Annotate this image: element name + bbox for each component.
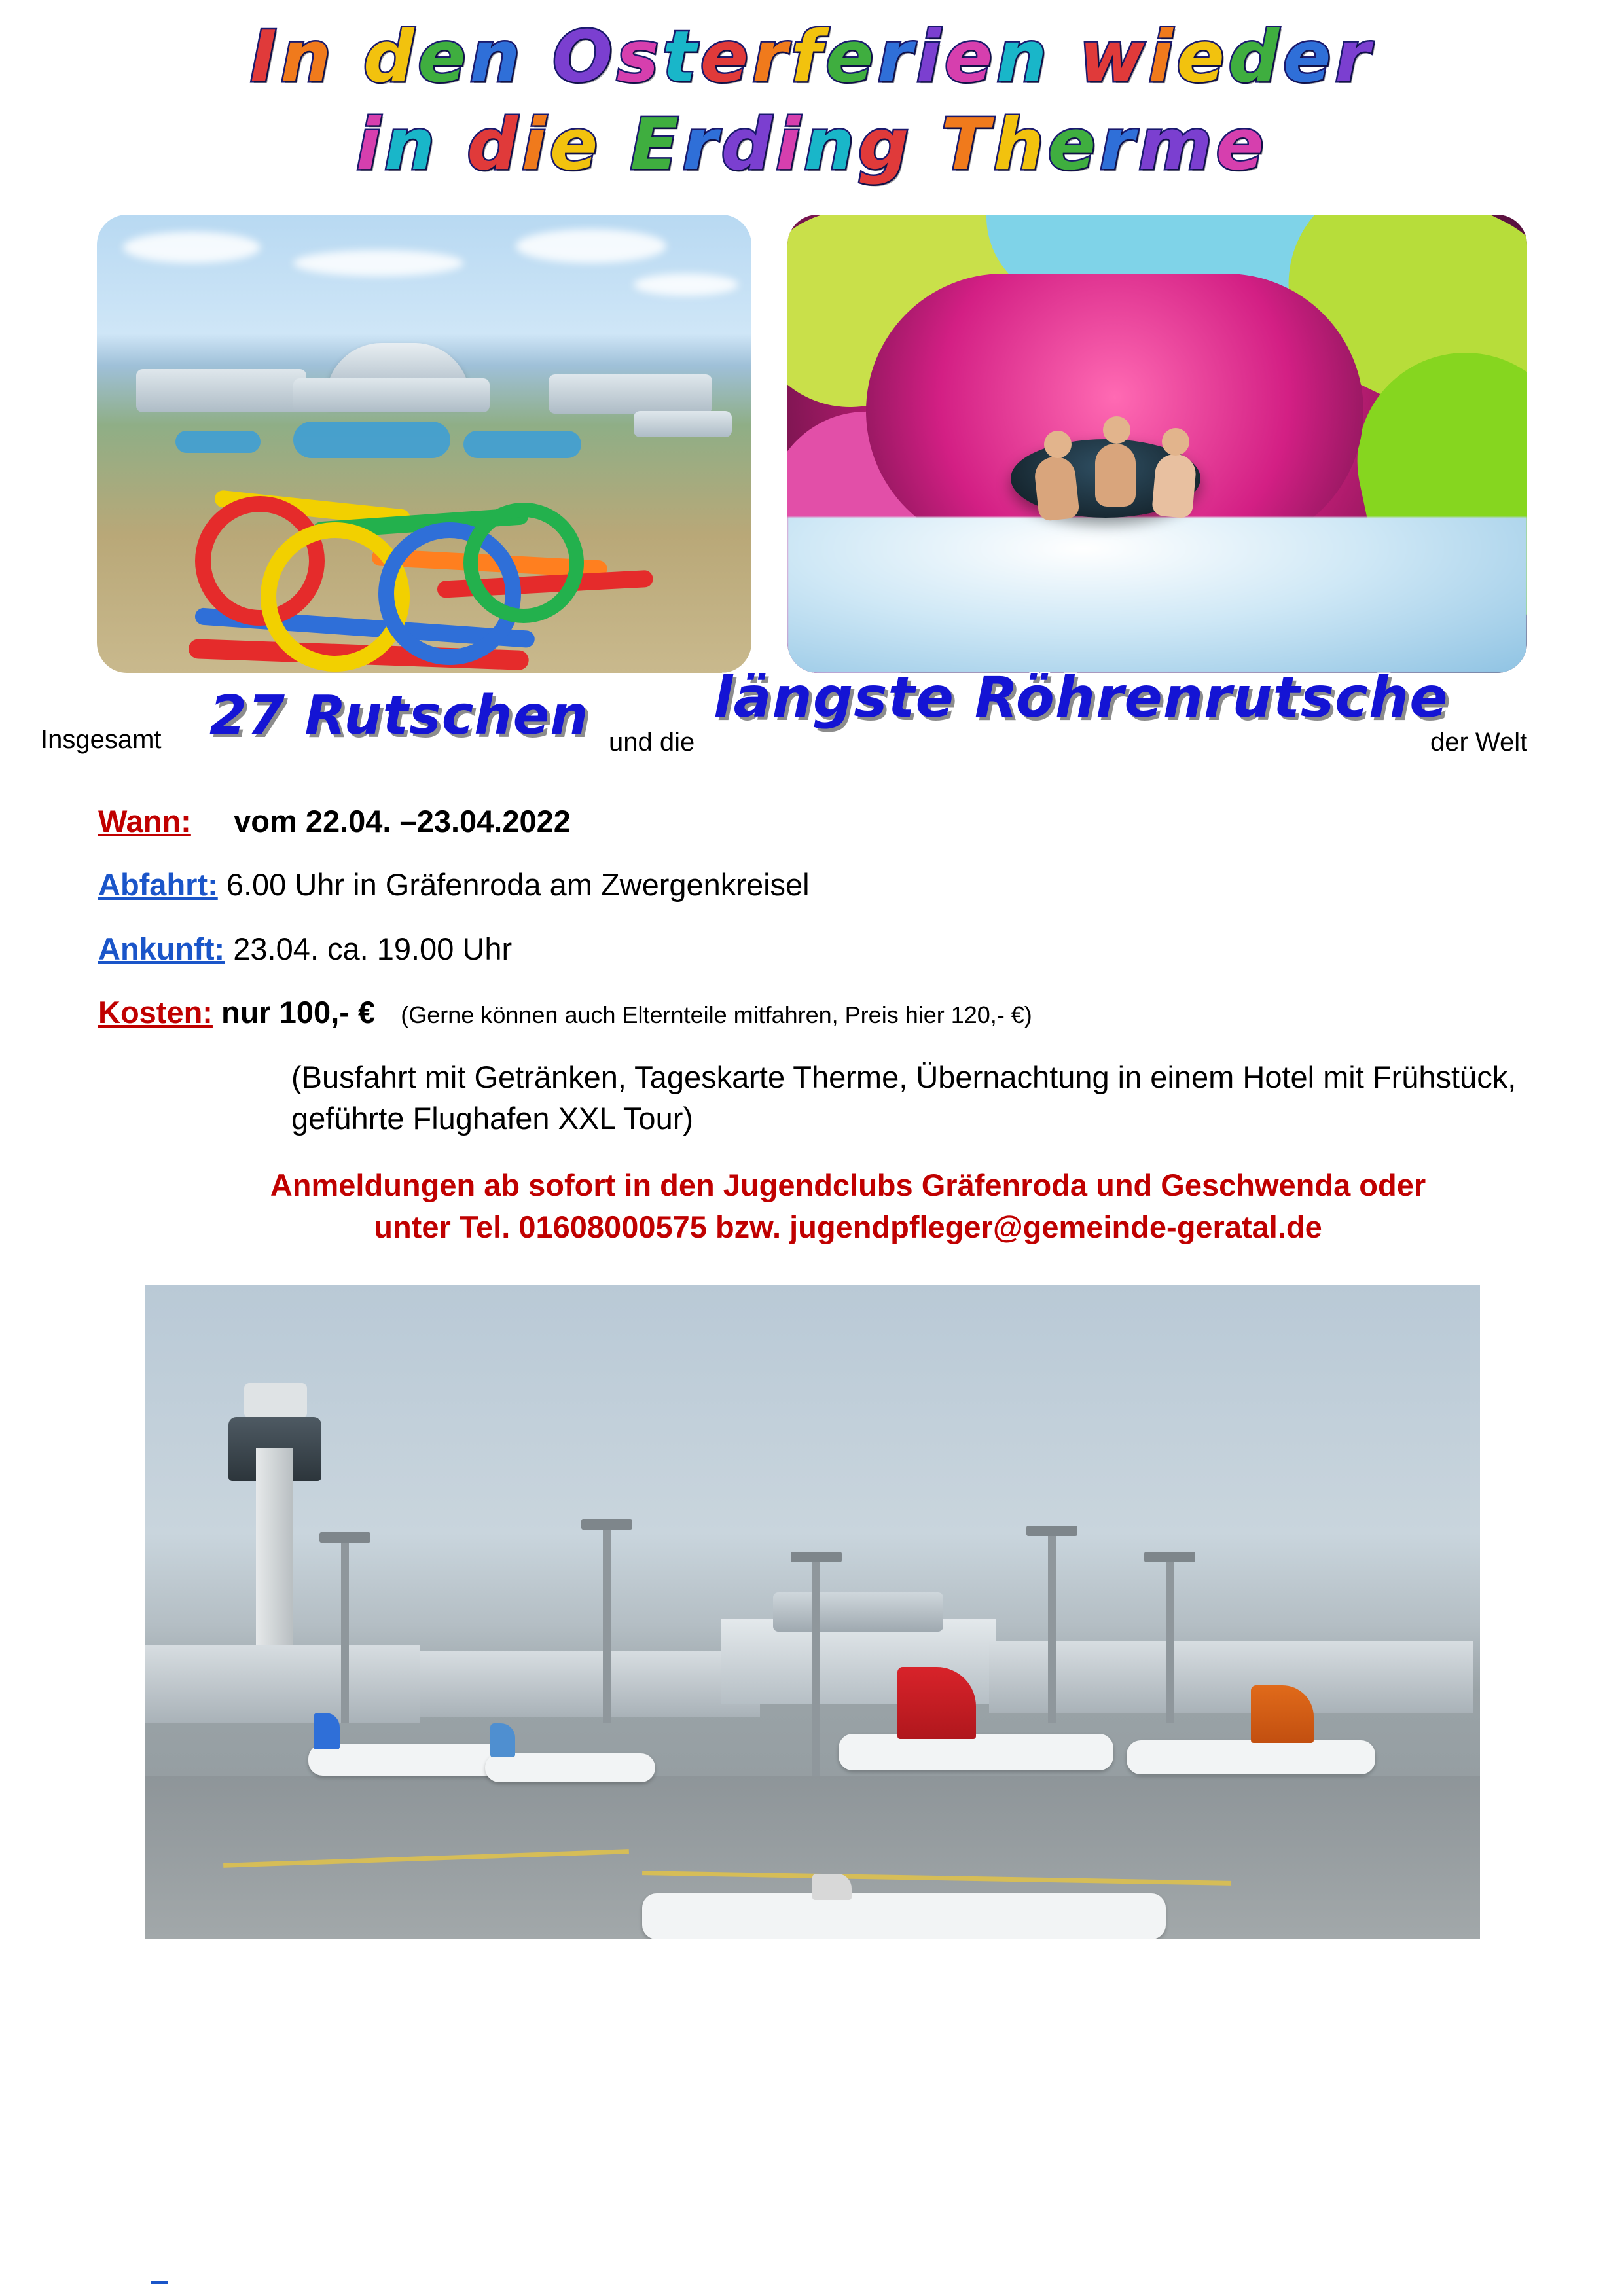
headline-char [602, 110, 630, 181]
detail-row-kosten [98, 994, 1545, 1031]
headline-char: n [280, 16, 335, 98]
headline-char: e [944, 16, 997, 98]
headline-char [439, 110, 467, 181]
headline-char: m [1138, 104, 1216, 186]
anmeldung-text: Anmeldungen ab sofort in den Jugendclubs Gräfenroda und Geschwenda oder unter Tel. 01608000575 bzw. jugendpfleger@gemeinde-geratal.de [270, 1168, 1426, 1245]
slogan-slide-count: 27 Rutschen [209, 685, 589, 747]
detail-row-abfahrt [98, 866, 1545, 903]
kosten-note: (Gerne können auch Elternteile mitfahren, Preis hier 120,- €) [401, 1001, 1032, 1028]
trailing-dash [151, 2281, 168, 2284]
detail-row-ankunft [98, 930, 1545, 967]
headline-char: i [916, 16, 945, 98]
headline-char: d [467, 104, 522, 186]
slogan-highlight: längste Röhrenrutsche [713, 665, 1449, 730]
headline [0, 0, 1624, 186]
headline-char: i [356, 104, 385, 186]
photo-airport [145, 1285, 1480, 1939]
headline-char: I [250, 16, 281, 98]
headline-char: e [418, 16, 470, 98]
wann-label: Wann: [98, 804, 191, 838]
headline-char: e [1283, 16, 1335, 98]
headline-char: h [993, 104, 1048, 186]
headline-char: n [469, 16, 524, 98]
headline-char: e [825, 16, 878, 98]
headline-char: n [996, 16, 1051, 98]
slogan-prefix: Insgesamt [41, 725, 162, 754]
photo-tube-slide [787, 215, 1527, 673]
headline-char: w [1079, 16, 1149, 98]
kosten-value: nur 100,- € [221, 994, 376, 1030]
headline-char: n [804, 104, 859, 186]
leistungen-text: (Busfahrt mit Getränken, Tageskarte Therme, Übernachtung in einem Hotel mit Frühstück, geführte Flughafen XXL Tour) [291, 1060, 1517, 1136]
headline-char: d [721, 104, 776, 186]
headline-char: t [662, 16, 700, 98]
ankunft-label: Ankunft: [98, 931, 225, 966]
headline-char: i [521, 104, 550, 186]
headline-line-2 [0, 104, 1624, 186]
footer-photo-wrap [0, 1285, 1624, 1943]
headline-char: O [552, 16, 617, 98]
headline-char [334, 22, 363, 93]
headline-char: e [1216, 104, 1268, 186]
headline-char: e [1176, 16, 1229, 98]
headline-line-1 [0, 16, 1624, 98]
headline-char: s [616, 16, 663, 98]
headline-char: E [630, 104, 683, 186]
headline-char: n [384, 104, 439, 186]
headline-char: d [363, 16, 418, 98]
headline-char: e [1047, 104, 1100, 186]
photo-row [0, 215, 1624, 673]
headline-char [912, 110, 941, 181]
headline-char: d [1228, 16, 1284, 98]
slogan-line [0, 665, 1624, 784]
wann-value: vom 22.04. –23.04.2022 [234, 804, 571, 838]
headline-char: g [858, 104, 913, 186]
headline-char: i [1148, 16, 1177, 98]
headline-char: r [877, 16, 916, 98]
slogan-suffix: der Welt [1430, 728, 1528, 757]
details-block [0, 802, 1624, 1248]
detail-row-wann [98, 802, 1545, 840]
headline-char: r [752, 16, 791, 98]
headline-char: r [1099, 104, 1139, 186]
headline-char: r [1335, 16, 1374, 98]
headline-char [1051, 22, 1079, 93]
headline-char: i [776, 104, 804, 186]
headline-char: f [791, 16, 826, 98]
headline-char: T [941, 104, 994, 186]
kosten-label: Kosten: [98, 994, 213, 1030]
headline-char: e [549, 104, 602, 186]
headline-char: r [682, 104, 721, 186]
abfahrt-label: Abfahrt: [98, 867, 218, 903]
headline-char: e [700, 16, 753, 98]
photo-therme-aerial [97, 215, 751, 673]
ankunft-value: 23.04. ca. 19.00 Uhr [233, 931, 513, 966]
headline-char [524, 22, 553, 93]
slogan-middle: und die [609, 728, 695, 757]
abfahrt-value: 6.00 Uhr in Gräfenroda am Zwergenkreisel [226, 867, 810, 903]
